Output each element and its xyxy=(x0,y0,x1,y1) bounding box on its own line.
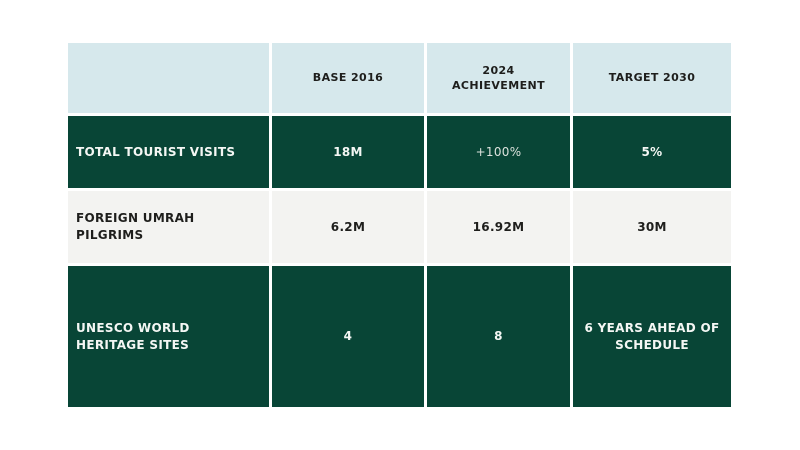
cell-value: 18M xyxy=(272,116,424,188)
cell-value: 6 YEARS AHEAD OF SCHEDULE xyxy=(573,266,731,407)
tourism-stats-table xyxy=(68,43,731,407)
cell-value: 16.92M xyxy=(427,191,570,263)
header-cell-empty xyxy=(68,43,269,113)
column-header-base-2016: BASE 2016 xyxy=(272,43,424,113)
row-label-unesco-world-heritage-sites: UNESCO WORLD HERITAGE SITES xyxy=(68,266,269,407)
cell-value: 4 xyxy=(272,266,424,407)
cell-value: 8 xyxy=(427,266,570,407)
cell-value-muted: +100% xyxy=(475,144,522,159)
column-header-2024-achievement: 2024 ACHIEVEMENT xyxy=(427,43,570,113)
cell-value: 6.2M xyxy=(272,191,424,263)
cell-value xyxy=(427,116,570,188)
cell-value: 5% xyxy=(573,116,731,188)
column-header-target-2030: TARGET 2030 xyxy=(573,43,731,113)
cell-value: 30M xyxy=(573,191,731,263)
row-label-foreign-umrah-pilgrims: FOREIGN UMRAH PILGRIMS xyxy=(68,191,269,263)
row-label-total-tourist-visits: TOTAL TOURIST VISITS xyxy=(68,116,269,188)
